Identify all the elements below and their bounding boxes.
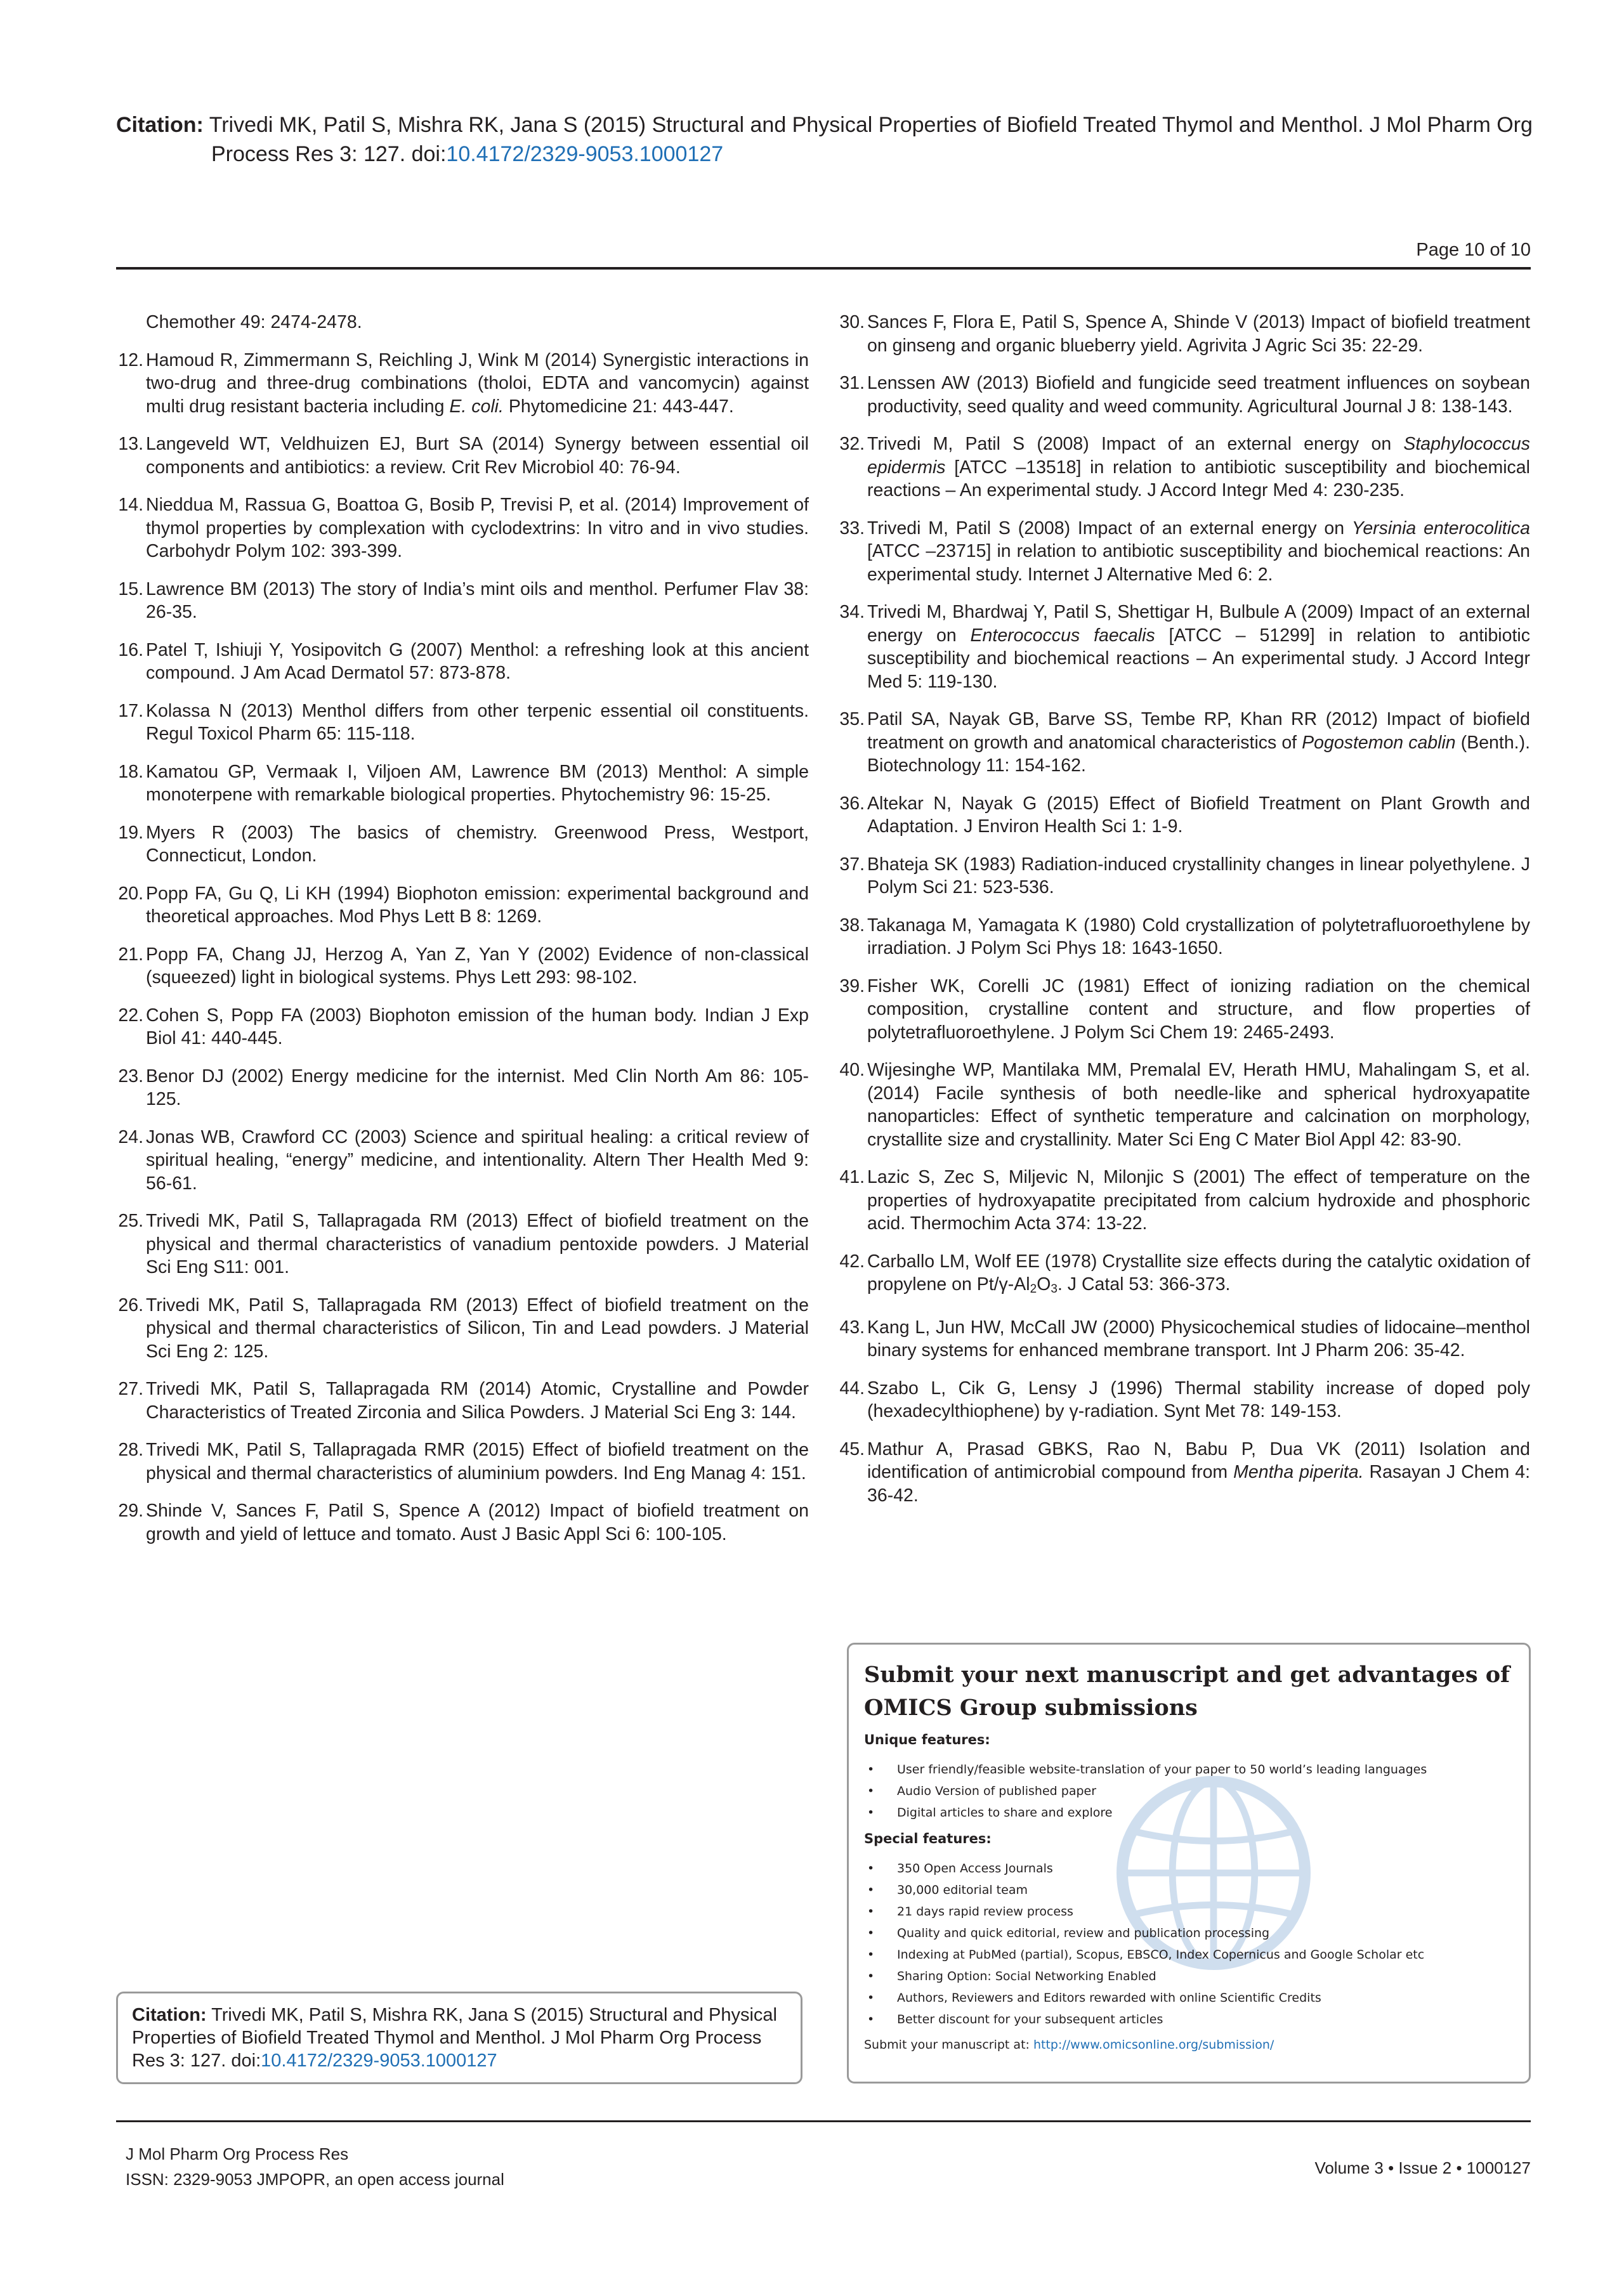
reference-text: Jonas WB, Crawford CC (2003) Science and spiritual healing: a critical review of spiritual healing, “energy” medicine, and intentionality. Altern Ther Health Med 9: 56-61. (146, 1126, 809, 1194)
references-right-column (839, 311, 1531, 1522)
reference-number: 27. (118, 1379, 143, 1399)
reference-number: 23. (118, 1066, 143, 1086)
reference-item (118, 493, 809, 563)
feature-item: • 350 Open Access Journals (864, 1858, 1514, 1879)
submission-title: Submit your next manuscript and get advantages of OMICS Group submissions (864, 1662, 1510, 1721)
reference-text: Langeveld WT, Veldhuizen EJ, Burt SA (2014) Synergy between essential oil components and antibiotics: a review. Crit Rev Microbiol 40: 76-94. (146, 434, 809, 478)
cite-box-label: Citation: (132, 2005, 207, 2025)
reference-text: Trivedi MK, Patil S, Tallapragada RMR (2015) Effect of biofield treatment on the physical and thermal characteristics of aluminium powders. Ind Eng Manag 4: 151. (146, 1440, 809, 1484)
reference-text: [ATCC –13518] in relation to antibiotic susceptibility and biochemical reactions – An experimental study. J Accord Integr Med 4: 230-235. (867, 457, 1530, 500)
reference-number: 44. (839, 1378, 865, 1399)
reference-item (118, 1499, 809, 1546)
citation-label: Citation: (116, 113, 204, 137)
reference-text: Shinde V, Sances F, Patil S, Spence A (2012) Impact of biofield treatment on growth and yield of lettuce and tomato. Aust J Basic Appl Sci 6: 100-105. (146, 1501, 809, 1544)
reference-number: 19. (118, 822, 143, 843)
feature-item: • User friendly/feasible website-translation of your paper to 50 world’s leading languages (864, 1759, 1514, 1780)
reference-number: 26. (118, 1295, 143, 1315)
reference-text: Kolassa N (2013) Menthol differs from other terpenic essential oil constituents. Regul Toxicol Pharm 65: 115-118. (146, 700, 809, 744)
header-citation (116, 110, 1543, 169)
reference-item (118, 1378, 809, 1424)
reference-number: 30. (839, 312, 865, 332)
feature-item: • Authors, Reviewers and Editors rewarded with online Scientific Credits (864, 1987, 1514, 2009)
reference-text: Trivedi MK, Patil S, Tallapragada RM (2013) Effect of biofield treatment on the physical and thermal characteristics of Silicon, Tin and Lead powders. J Material Sci Eng 2: 125. (146, 1295, 809, 1362)
reference-text: Cohen S, Popp FA (2003) Biophoton emission of the human body. Indian J Exp Biol 41: 440-445. (146, 1005, 809, 1048)
reference-item (839, 914, 1530, 960)
reference-text: Myers R (2003) The basics of chemistry. Greenwood Press, Westport, Connecticut, London. (146, 822, 809, 866)
submission-url-link[interactable]: http://www.omicsonline.org/submission/ (1033, 2038, 1274, 2052)
reference-text: Kang L, Jun HW, McCall JW (2000) Physicochemical studies of lidocaine–menthol binary systems for enhanced membrane transport. Int J Pharm 206: 35-42. (867, 1317, 1530, 1360)
feature-item: • 30,000 editorial team (864, 1879, 1514, 1901)
reference-item (118, 943, 809, 989)
reference-text: Bhateja SK (1983) Radiation-induced crystallinity changes in linear polyethylene. J Polym Sci 21: 523-536. (867, 854, 1530, 897)
reference-item (118, 1210, 809, 1279)
reference-text: [ATCC – 51299] in relation to antibiotic susceptibility and biochemical reactions – An experimental study. J Accord Integr Med 5: 119-130. (867, 625, 1530, 692)
reference-italic: Enterococcus faecalis (970, 625, 1155, 646)
reference-item (839, 1059, 1530, 1151)
reference-number: 38. (839, 915, 865, 936)
reference-text: Takanaga M, Yamagata K (1980) Cold crystallization of polytetrafluoroethylene by irradiation. J Polym Sci Phys 18: 1643-1650. (867, 915, 1530, 958)
reference-number: 18. (118, 761, 143, 782)
reference-item (118, 1004, 809, 1050)
reference-item (839, 1316, 1530, 1362)
reference-text: Fisher WK, Corelli JC (1981) Effect of ionizing radiation on the chemical composition, crystalline content and structure, and flow properties of polytetrafluoroethylene. J Polym Sci Chem 19: 2465-2493. (867, 975, 1530, 1043)
reference-number: 16. (118, 639, 143, 660)
citation-line1: Trivedi MK, Patil S, Mishra RK, Jana S (2015) Structural and Physical Properties of Biofield Treated Thymol and Menthol. J Mol Pharm Org (209, 113, 1533, 137)
reference-item (839, 1250, 1530, 1301)
reference-item (118, 433, 809, 479)
reference-item (118, 760, 809, 807)
reference-number: 33. (839, 518, 865, 538)
reference-item (118, 1065, 809, 1111)
reference-text: (Benth.). Biotechnology 11: 154-162. (867, 732, 1531, 776)
reference-text: [ATCC –23715] in relation to antibiotic susceptibility and biochemical reactions: An experimental study. Internet J Alternative Med 6: 2. (867, 541, 1530, 585)
reference-italic: Pogostemon cablin (1302, 732, 1456, 753)
reference-item (839, 1438, 1530, 1508)
feature-item: • Audio Version of published paper (864, 1780, 1514, 1802)
doi-link[interactable]: 10.4172/2329-9053.1000127 (446, 142, 724, 166)
reference-number: 34. (839, 602, 865, 622)
special-features-heading: Special features: (864, 1831, 992, 1846)
reference-number: 21. (118, 944, 143, 965)
footer-rule (116, 2120, 1531, 2122)
reference-item (118, 700, 809, 746)
reference-number: 39. (839, 975, 865, 996)
reference-item (118, 1294, 809, 1364)
reference-text: Lazic S, Zec S, Miljevic N, Milonjic S (2001) The effect of temperature on the properties of hydroxyapatite precipitated from calcium hydroxide and phosphoric acid. Thermochim Acta 374: 13-22. (867, 1167, 1530, 1234)
submission-footer (864, 2038, 1514, 2052)
reference-number: 22. (118, 1005, 143, 1026)
feature-item: • Better discount for your subsequent articles (864, 2009, 1514, 2030)
feature-item: • 21 days rapid review process (864, 1901, 1514, 1922)
reference-text: Wijesinghe WP, Mantilaka MM, Premalal EV, Herath HMU, Mahalingam S, et al. (2014) Facile synthesis of both needle-like and spherical hydroxyapatite nanoparticles: Effect of synthetic temperature and calcination on morphology, crystallite size and crystallinity. Mater Sci Eng C Mater Biol Appl 42: 83-90. (867, 1060, 1530, 1150)
reference-item (839, 853, 1530, 899)
reference-italic: E. coli. (449, 396, 504, 417)
reference-text: Szabo L, Cik G, Lensy J (1996) Thermal stability increase of doped poly (hexadecylthiophene) by γ-radiation. Synt Met 78: 149-153. (867, 1378, 1530, 1421)
footer-journal: J Mol Pharm Org Process Res (126, 2144, 349, 2163)
reference-item (118, 1126, 809, 1196)
reference-number: 35. (839, 709, 865, 729)
reference-text: Nieddua M, Rassua G, Boattoa G, Bosib P, Trevisi P, et al. (2014) Improvement of thymol properties by complexation with cyclodextrins: In vitro and in vivo studies. Carbohydr Polym 102: 393-399. (146, 495, 809, 561)
footer-issn: ISSN: 2329-9053 JMPOPR, an open access journal (126, 2170, 504, 2189)
reference-text: Hamoud R, Zimmermann S, Reichling J, Wink M (2014) Synergistic interactions in two-drug and three-drug combinations (tholoi, EDTA and vancomycin) against multi drug resistant bacteria including (146, 349, 809, 417)
submission-box (847, 1643, 1531, 2084)
cite-box-text: Trivedi MK, Patil S, Mishra RK, Jana S (2015) Structural and Physical Properties of Biofield Treated Thymol and Menthol. J Mol Pharm Org Process Res 3: 127. doi: (132, 2005, 777, 2071)
reference-number: 36. (839, 793, 865, 814)
reference-item (118, 349, 809, 419)
reference-text: Mathur A, Prasad GBKS, Rao N, Babu P, Dua VK (2011) Isolation and identification of antimicrobial compound from (867, 1438, 1530, 1482)
unique-features-heading: Unique features: (864, 1732, 990, 1747)
reference-item (126, 311, 809, 334)
reference-number: 28. (118, 1440, 143, 1460)
reference-subscript: 2 (1030, 1282, 1037, 1296)
reference-text: . J Catal 53: 366-373. (1057, 1274, 1231, 1295)
reference-text: Phytomedicine 21: 443-447. (503, 396, 734, 417)
reference-number: 40. (839, 1060, 865, 1080)
references-left-column (118, 311, 809, 1560)
reference-text: Popp FA, Gu Q, Li KH (1994) Biophoton emission: experimental background and theoretical approaches. Mod Phys Lett B 8: 1269. (146, 883, 809, 927)
reference-text: Rasayan J Chem 4: 36-42. (867, 1462, 1530, 1506)
reference-text: Trivedi MK, Patil S, Tallapragada RM (2014) Atomic, Crystalline and Powder Characteristics of Treated Zirconia and Silica Powders. J Material Sci Eng 3: 144. (146, 1379, 809, 1423)
reference-text: O (1037, 1274, 1051, 1295)
reference-item (839, 1166, 1530, 1236)
reference-number: 15. (118, 578, 143, 599)
reference-italic: Mentha piperita. (1233, 1462, 1364, 1482)
footer-volume: Volume 3 • Issue 2 • 1000127 (1314, 2158, 1531, 2177)
reference-item (839, 311, 1530, 357)
reference-text: Sances F, Flora E, Patil S, Spence A, Shinde V (2013) Impact of biofield treatment on ginseng and organic blueberry yield. Agrivita J Agric Sci 35: 22-29. (867, 312, 1530, 356)
reference-item (839, 975, 1530, 1045)
unique-features-list (864, 1759, 1514, 1823)
reference-number: 12. (118, 349, 143, 370)
reference-number: 43. (839, 1317, 865, 1338)
special-features-list (864, 1858, 1514, 2030)
reference-number: 29. (118, 1501, 143, 1521)
reference-item (118, 578, 809, 624)
reference-item (118, 1438, 809, 1485)
reference-number: 13. (118, 434, 143, 454)
reference-text: Patel T, Ishiuji Y, Yosipovitch G (2007) Menthol: a refreshing look at this ancient compound. J Am Acad Dermatol 57: 873-878. (146, 639, 809, 683)
reference-item (839, 792, 1530, 838)
reference-text: Patil SA, Nayak GB, Barve SS, Tembe RP, Khan RR (2012) Impact of biofield treatment on growth and anatomical characteristics of (867, 709, 1530, 753)
reference-item (839, 372, 1530, 418)
reference-number: 45. (839, 1438, 865, 1459)
reference-item (839, 517, 1530, 587)
reference-text: Carballo LM, Wolf EE (1978) Crystallite size effects during the catalytic oxidation of propylene on Pt/γ-Al (867, 1251, 1530, 1295)
reference-number: 14. (118, 495, 143, 515)
reference-item (839, 601, 1530, 693)
reference-text: Lenssen AW (2013) Biofield and fungicide seed treatment influences on soybean productivity, seed quality and weed community. Agricultural Journal J 8: 138-143. (867, 373, 1530, 417)
reference-text: Trivedi M, Bhardwaj Y, Patil S, Shettigar H, Bulbule A (2009) Impact of an external energy on (867, 602, 1530, 646)
reference-item (118, 882, 809, 929)
reference-number: 37. (839, 854, 865, 875)
reference-number: 17. (118, 700, 143, 721)
page-number: Page 10 of 10 (1416, 240, 1531, 260)
reference-text: Trivedi M, Patil S (2008) Impact of an external energy on (867, 518, 1352, 538)
feature-item: • Indexing at PubMed (partial), Scopus, EBSCO, Index Copernicus and Google Scholar etc (864, 1944, 1514, 1966)
reference-text: Popp FA, Chang JJ, Herzog A, Yan Z, Yan Y (2002) Evidence of non-classical (squeezed) light in biological systems. Phys Lett 293: 98-102. (146, 944, 809, 988)
reference-text: Trivedi M, Patil S (2008) Impact of an external energy on (867, 434, 1404, 454)
submit-label: Submit your manuscript at: (864, 2038, 1033, 2052)
reference-text: Altekar N, Nayak G (2015) Effect of Biofield Treatment on Plant Growth and Adaptation. J Environ Health Sci 1: 1-9. (867, 793, 1530, 837)
citation-box (116, 1992, 802, 2084)
reference-number: 31. (839, 373, 865, 393)
citation-line2: Process Res 3: 127. doi: (211, 142, 447, 166)
reference-text: Kamatou GP, Vermaak I, Viljoen AM, Lawrence BM (2013) Menthol: A simple monoterpene with remarkable biological properties. Phytochemistry 96: 15-25. (146, 761, 809, 805)
reference-number: 41. (839, 1167, 865, 1187)
reference-text: Trivedi MK, Patil S, Tallapragada RM (2013) Effect of biofield treatment on the physical and thermal characteristics of vanadium pentoxide powders. J Material Sci Eng S11: 001. (146, 1211, 809, 1277)
reference-item (839, 1377, 1530, 1423)
reference-italic: Yersinia enterocolitica (1351, 518, 1530, 538)
reference-item (118, 639, 809, 685)
reference-text: Chemother 49: 2474-2478. (146, 312, 362, 332)
feature-item: • Quality and quick editorial, review and publication processing (864, 1922, 1514, 1944)
reference-italic: Staphylococcus epidermis (867, 434, 1530, 478)
reference-number: 42. (839, 1251, 865, 1272)
reference-number: 24. (118, 1126, 143, 1147)
reference-text: Benor DJ (2002) Energy medicine for the internist. Med Clin North Am 86: 105-125. (146, 1066, 809, 1109)
cite-box-doi-link[interactable]: 10.4172/2329-9053.1000127 (261, 2051, 497, 2071)
reference-item (839, 708, 1531, 778)
header-rule (116, 267, 1531, 270)
reference-number: 32. (839, 434, 865, 454)
footer-journal-info (126, 2141, 504, 2192)
feature-item: • Digital articles to share and explore (864, 1802, 1514, 1823)
reference-number: 20. (118, 883, 143, 904)
feature-item: • Sharing Option: Social Networking Enabled (864, 1966, 1514, 1987)
reference-subscript: 3 (1051, 1282, 1058, 1296)
reference-item (118, 821, 809, 868)
reference-text: Lawrence BM (2013) The story of India’s mint oils and menthol. Perfumer Flav 38: 26-35. (146, 578, 809, 622)
reference-number: 25. (118, 1211, 143, 1231)
reference-item (839, 433, 1530, 502)
